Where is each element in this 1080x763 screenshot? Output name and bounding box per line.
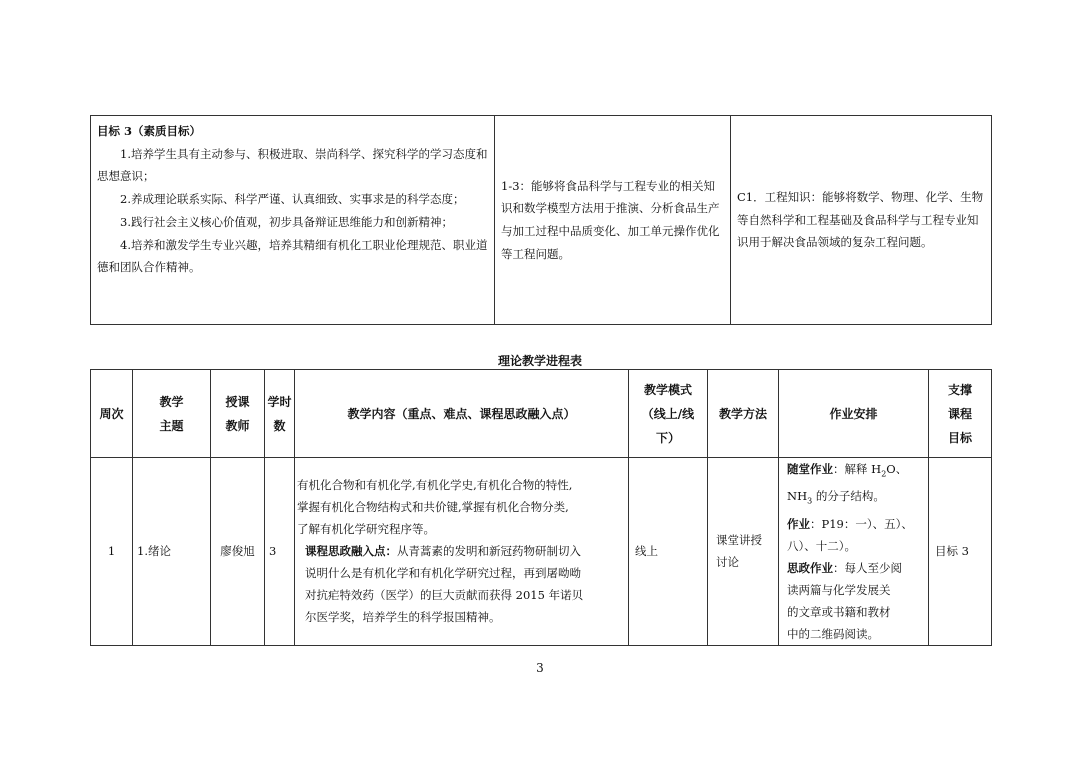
goal-item: 3.践行社会主义核心价值观，初步具备辩证思维能力和创新精神； <box>120 214 453 229</box>
goal-cell <box>91 116 495 325</box>
header-row <box>91 370 992 458</box>
objective-table <box>90 115 992 325</box>
content-line: 掌握有机化合物结构式和共价键,掌握有机化合物分类, <box>297 500 569 515</box>
content-line: 有机化合物和有机化学,有机化学史,有机化合物的特性, <box>297 478 573 493</box>
indicator-text: 1-3：能够将食品科学与工程专业的相关知识和数学模型方法用于推演、分析食品生产与加工过程中品质变化、加工单元操作优化等工程问题。 <box>501 178 720 261</box>
support-cell: 目标 3 <box>929 458 992 646</box>
hours-cell: 3 <box>265 458 295 646</box>
table-row <box>91 458 992 646</box>
goal-item: 1.培养学生具有主动参与、积极进取、崇尚科学、探究科学的学习态度和思想意识； <box>97 146 488 184</box>
header-homework: 作业安排 <box>779 370 929 458</box>
header-hours: 学时 数 <box>265 370 295 458</box>
header-teacher: 授课 教师 <box>211 370 265 458</box>
goal-item: 2.养成理论联系实际、科学严谨、认真细致、实事求是的科学态度； <box>120 192 465 207</box>
ideology-paragraph: 课程思政融入点：从青蒿素的发明和新冠药物研制切入 <box>305 544 581 559</box>
schedule-caption: 理论教学进程表 <box>497 354 582 368</box>
topic-cell: 1.绪论 <box>133 458 211 646</box>
header-method: 教学方法 <box>708 370 779 458</box>
requirement-cell <box>731 116 992 325</box>
header-mode: 教学模式 （线上/线 下） <box>629 370 708 458</box>
week-cell: 1 <box>91 458 133 646</box>
homework-cell: 随堂作业：解释 $H_2O$、 $NH_3$ 的分子结构。 作业：P19：一）、五）、 八）、十二）。 思政作业：每人至少阅 读两篇与化学发展关 的文章或书籍和教材 中的二维码阅读。 <box>779 458 929 646</box>
content-line: 了解有机化学研究程序等。 <box>297 522 435 537</box>
indicator-cell <box>495 116 731 325</box>
ideology-label: 课程思政融入点： <box>305 544 397 559</box>
ideology-line: 对抗疟特效药（医学）的巨大贡献而获得 2015 年诺贝 <box>305 588 584 603</box>
ideology-line: 说明什么是有机化学和有机化学研究过程，再到屠呦呦 <box>305 566 581 581</box>
header-content: 教学内容（重点、难点、课程思政融入点） <box>295 370 629 458</box>
page-number: 3 <box>536 661 544 675</box>
teacher-cell: 廖俊旭 <box>211 458 265 646</box>
mode-cell: 线上 <box>629 458 708 646</box>
content-cell <box>295 458 629 646</box>
goal-item: 4.培养和激发学生专业兴趣，培养其精细有机化工职业伦理规范、职业道德和团队合作精神。 <box>97 237 488 275</box>
method-cell: 课堂讲授 讨论 <box>708 458 779 646</box>
requirement-text: C1．工程知识：能够将数学、物理、化学、生物等自然科学和工程基础及食品科学与工程专业知识用于解决食品领域的复杂工程问题。 <box>737 189 984 250</box>
goal-title: 目标 3（素质目标） <box>97 124 202 138</box>
ideology-line: 尔医学奖，培养学生的科学报国精神。 <box>305 610 501 625</box>
header-topic: 教学 主题 <box>133 370 211 458</box>
header-week: 周次 <box>91 370 133 458</box>
header-support: 支撑 课程 目标 <box>929 370 992 458</box>
schedule-table <box>90 369 992 646</box>
